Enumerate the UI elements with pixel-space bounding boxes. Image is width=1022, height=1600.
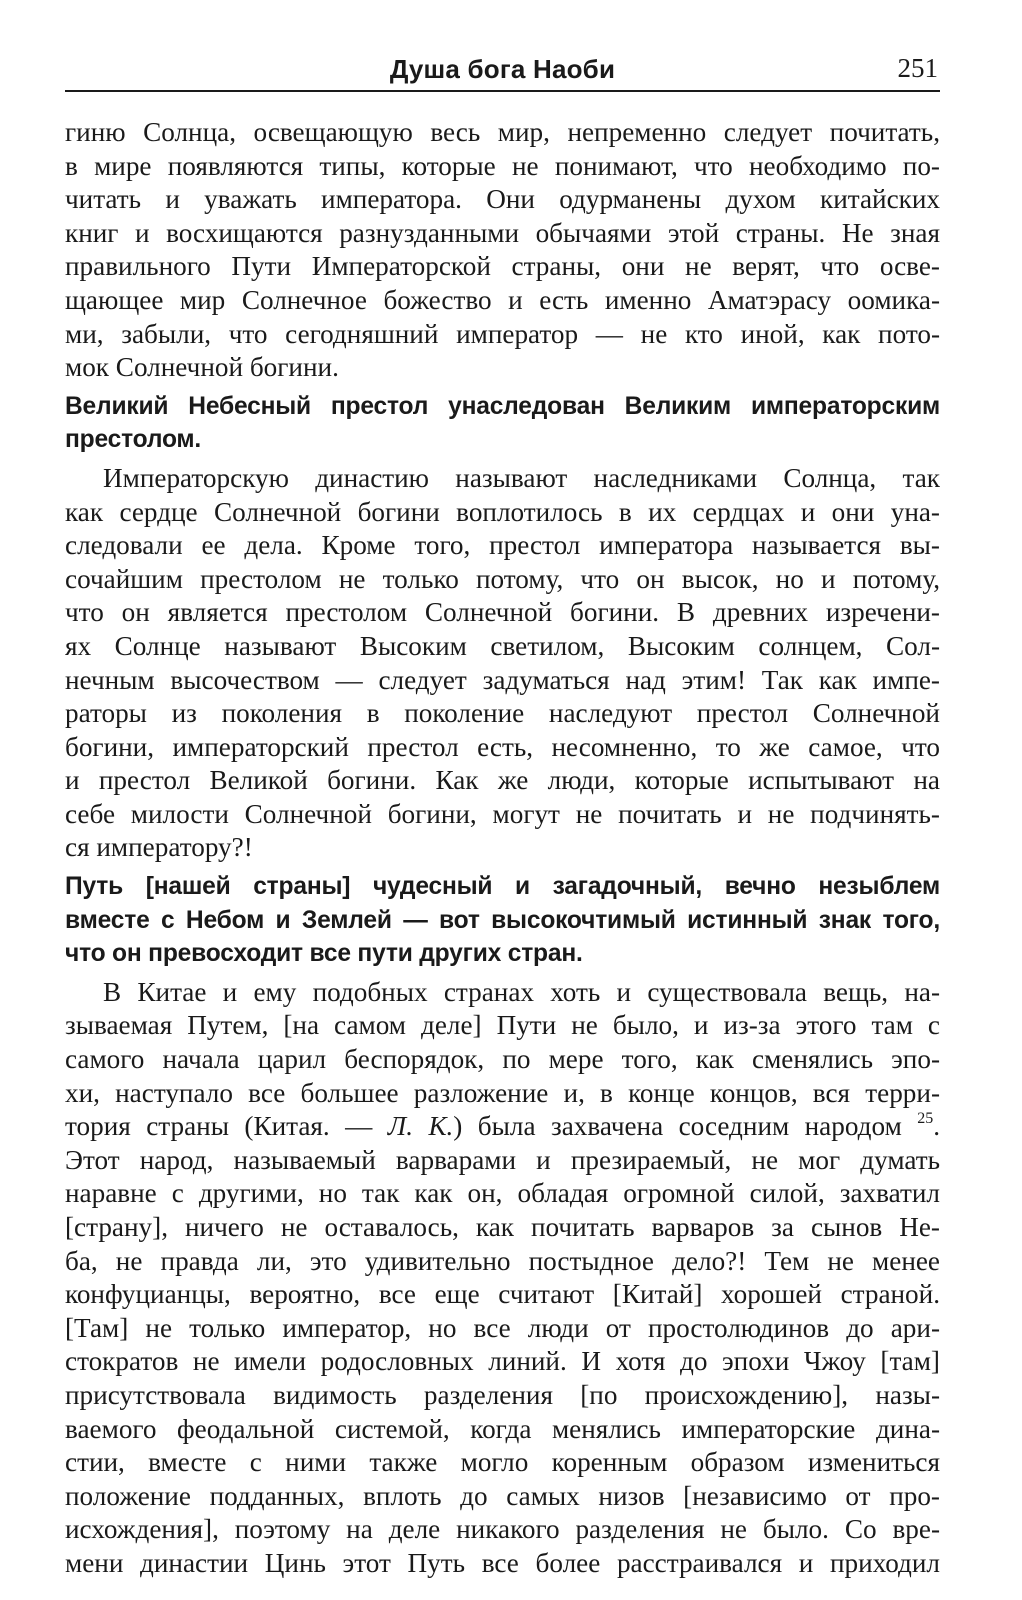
text-fragment: ) была захвачена соседним народом (453, 1111, 918, 1142)
text-line: ях Солнце называют Высоким светилом, Высоким солнцем, Сол- (65, 630, 940, 661)
text-line: книг и восхищаются разнузданными обычаями этой страны. Не зная (65, 217, 940, 248)
text-line: следовали ее дела. Кроме того, престол императора называется вы- (65, 530, 940, 561)
book-page (65, 50, 940, 1581)
text-fragment: . (933, 1111, 940, 1142)
text-fragment: тория страны (Китая. — (65, 1111, 388, 1142)
thesis-line: что он превосходит все пути других стран. (65, 940, 583, 968)
text-line: мени династии Цинь этот Путь все более расстраивался и приходил (65, 1547, 940, 1578)
text-line: гиню Солнца, освещающую весь мир, непременно следует почитать, (65, 117, 940, 147)
thesis-line: Великий Небесный престол унаследован Великим императорским (65, 392, 940, 420)
text-line: конфуцианцы, вероятно, все еще считают [Китай] хорошей страной. (65, 1279, 940, 1310)
text-line: правильного Пути Императорской страны, они не верят, что осве- (65, 251, 940, 282)
text-line: ся императору?! (65, 832, 253, 863)
text-line: Императорскую династию называют наследниками Солнца, так (103, 462, 940, 493)
text-line: сочайшим престолом не только потому, что он высок, но и потому, (65, 563, 940, 594)
author-initials: Л. К. (387, 1111, 454, 1142)
text-line: присутствовала видимость разделения [по происхождению], назы- (65, 1379, 940, 1410)
text-line: как сердце Солнечной богини воплотилось в их сердцах и они уна- (65, 496, 940, 527)
text-line: щающее мир Солнечное божество и есть именно Аматэрасу оомика- (65, 284, 940, 315)
text-line: ваемого феодальной системой, когда менялись императорские дина- (65, 1413, 940, 1444)
footnote-marker[interactable]: 25 (917, 1110, 934, 1128)
text-line: исхождения], поэтому на деле никакого разделения не было. Со вре- (65, 1514, 940, 1545)
text-line: ба, не правда ли, это удивительно постыдное дело?! Тем не менее (65, 1245, 940, 1276)
text-line: что он является престолом Солнечной богини. В древних изречени- (65, 597, 940, 628)
text-line: самого начала царил беспорядок, по мере того, как сменялись эпо- (65, 1044, 940, 1075)
page-number: 251 (897, 53, 938, 83)
text-line: положение подданных, вплоть до самых низов [независимо от про- (65, 1480, 940, 1511)
text-line: стократов не имели родословных линий. И хотя до эпохи Чжоу [там] (65, 1346, 940, 1377)
body-text (65, 116, 940, 1581)
thesis-line: престолом. (65, 426, 202, 454)
running-title: Душа бога Наоби (389, 54, 616, 84)
text-line: богини, императорский престол есть, несомненно, то же самое, что (65, 731, 940, 762)
text-line: Этот народ, называемый варварами и презираемый, не мог думать (65, 1144, 940, 1175)
text-line: [страну], ничего не оставалось, как почитать варваров за сынов Не- (65, 1212, 940, 1242)
text-line: наравне с другими, но так как он, обладая огромной силой, захватил (65, 1178, 940, 1209)
text-line: мок Солнечной богини. (65, 352, 339, 383)
text-line: себе милости Солнечной богини, могут не почитать и не подчинять- (65, 798, 940, 829)
text-line: в мире появляются типы, которые не понимают, что необходимо по- (65, 150, 940, 181)
text-line: и престол Великой богини. Как же люди, которые испытывают на (65, 765, 940, 796)
text-line: ми, забыли, что сегодняшний император — не кто иной, как пото- (65, 318, 940, 349)
text-line-with-footnote (65, 1110, 940, 1144)
thesis-line: вместе с Небом и Землей — вот высокочтимый истинный знак того, (65, 906, 940, 934)
text-line: [Там] не только император, но все люди от простолюдинов до ари- (65, 1312, 940, 1343)
text-line: зываемая Путем, [на самом деле] Пути не было, и из-за этого там с (65, 1010, 940, 1041)
text-line: читать и уважать императора. Они одурманены духом китайских (65, 184, 940, 215)
running-header (65, 50, 940, 92)
text-line: раторы из поколения в поколение наследуют престол Солнечной (65, 698, 940, 729)
text-line: стии, вместе с ними также могло коренным образом измениться (65, 1447, 940, 1478)
text-line: хи, наступало все большее разложение и, в конце концов, вся терри- (65, 1077, 940, 1108)
thesis-line: Путь [нашей страны] чудесный и загадочный, вечно незыблем (65, 873, 940, 901)
text-line: нечным высочеством — следует задуматься над этим! Так как импе- (65, 664, 940, 695)
text-line: В Китае и ему подобных странах хоть и существовала вещь, на- (103, 976, 940, 1007)
